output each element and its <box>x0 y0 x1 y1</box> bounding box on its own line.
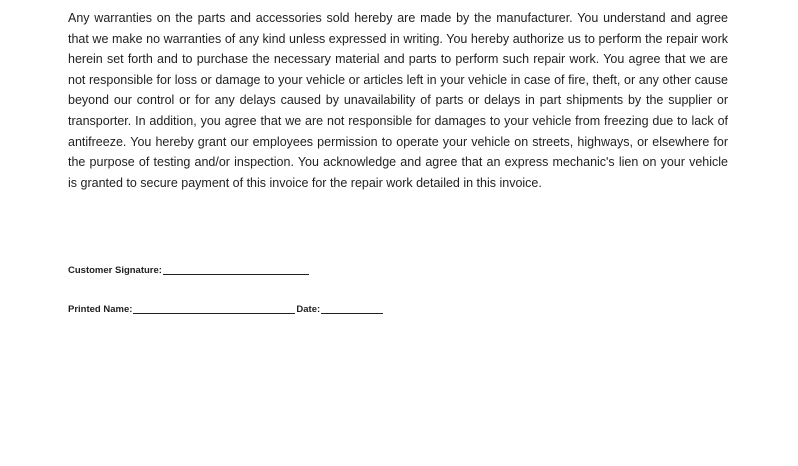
terms-paragraph: Any warranties on the parts and accessories sold hereby are made by the manufacturer. You understand and agree that we make no warranties of any kind unless expressed in writing. You hereby authorize us to perform the repair work herein set forth and to purchase the necessary material and parts to perform such repair work. You agree that we are not responsible for loss or damage to your vehicle or articles left in your vehicle in case of fire, theft, or any other cause beyond our control or for any delays caused by unavailability of parts or delays in part shipments by the supplier or transporter. In addition, you agree that we are not responsible for damages to your vehicle from freezing due to lack of antifreeze. You hereby grant our employees permission to operate your vehicle on streets, highways, or elsewhere for the purpose of testing and/or inspection. You acknowledge and agree that an express mechanic's lien on your vehicle is granted to secure payment of this invoice for the repair work detailed in this invoice. <box>68 11 728 190</box>
printed-name-row <box>68 303 384 315</box>
date-line[interactable] <box>321 303 383 314</box>
customer-signature-line[interactable] <box>163 264 309 275</box>
customer-signature-row <box>68 264 310 276</box>
printed-name-line[interactable] <box>133 303 295 314</box>
date-label: Date: <box>296 304 321 315</box>
printed-name-label: Printed Name: <box>68 304 133 315</box>
customer-signature-label: Customer Signature: <box>68 265 162 276</box>
